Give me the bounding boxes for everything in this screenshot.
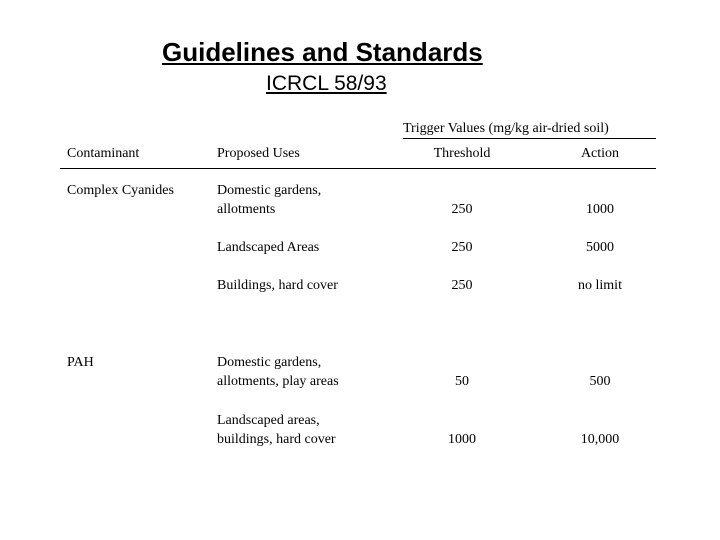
table-header-rule <box>60 168 656 169</box>
threshold-value: 250 <box>451 240 473 255</box>
proposed-use-line: allotments <box>217 202 276 217</box>
proposed-use-line: buildings, hard cover <box>217 432 336 447</box>
action-value: 5000 <box>586 240 614 255</box>
proposed-use-line: allotments, play areas <box>217 374 339 389</box>
action-value: 1000 <box>586 202 614 217</box>
column-header-contaminant: Contaminant <box>67 146 140 161</box>
threshold-value: 250 <box>451 202 473 217</box>
action-value: no limit <box>578 278 622 293</box>
action-value: 10,000 <box>580 432 620 447</box>
threshold-value: 250 <box>451 278 473 293</box>
threshold-value: 50 <box>455 374 469 389</box>
column-header-action: Action <box>580 146 620 161</box>
trigger-values-header: Trigger Values (mg/kg air-dried soil) <box>403 121 609 136</box>
threshold-value: 1000 <box>448 432 476 447</box>
proposed-use-line: Domestic gardens, <box>217 355 322 370</box>
contaminant-label: PAH <box>67 355 94 370</box>
proposed-use-line: Domestic gardens, <box>217 183 322 198</box>
column-header-threshold: Threshold <box>433 146 491 161</box>
proposed-use-line: Landscaped areas, <box>217 413 320 428</box>
page-title: Guidelines and Standards <box>162 37 483 67</box>
proposed-use-line: Landscaped Areas <box>217 240 320 255</box>
contaminant-label: Complex Cyanides <box>67 183 174 198</box>
proposed-use-line: Buildings, hard cover <box>217 278 338 293</box>
column-header-proposed-uses: Proposed Uses <box>217 146 300 161</box>
trigger-header-rule <box>403 138 656 139</box>
page-subtitle: ICRCL 58/93 <box>266 72 387 95</box>
action-value: 500 <box>589 374 611 389</box>
